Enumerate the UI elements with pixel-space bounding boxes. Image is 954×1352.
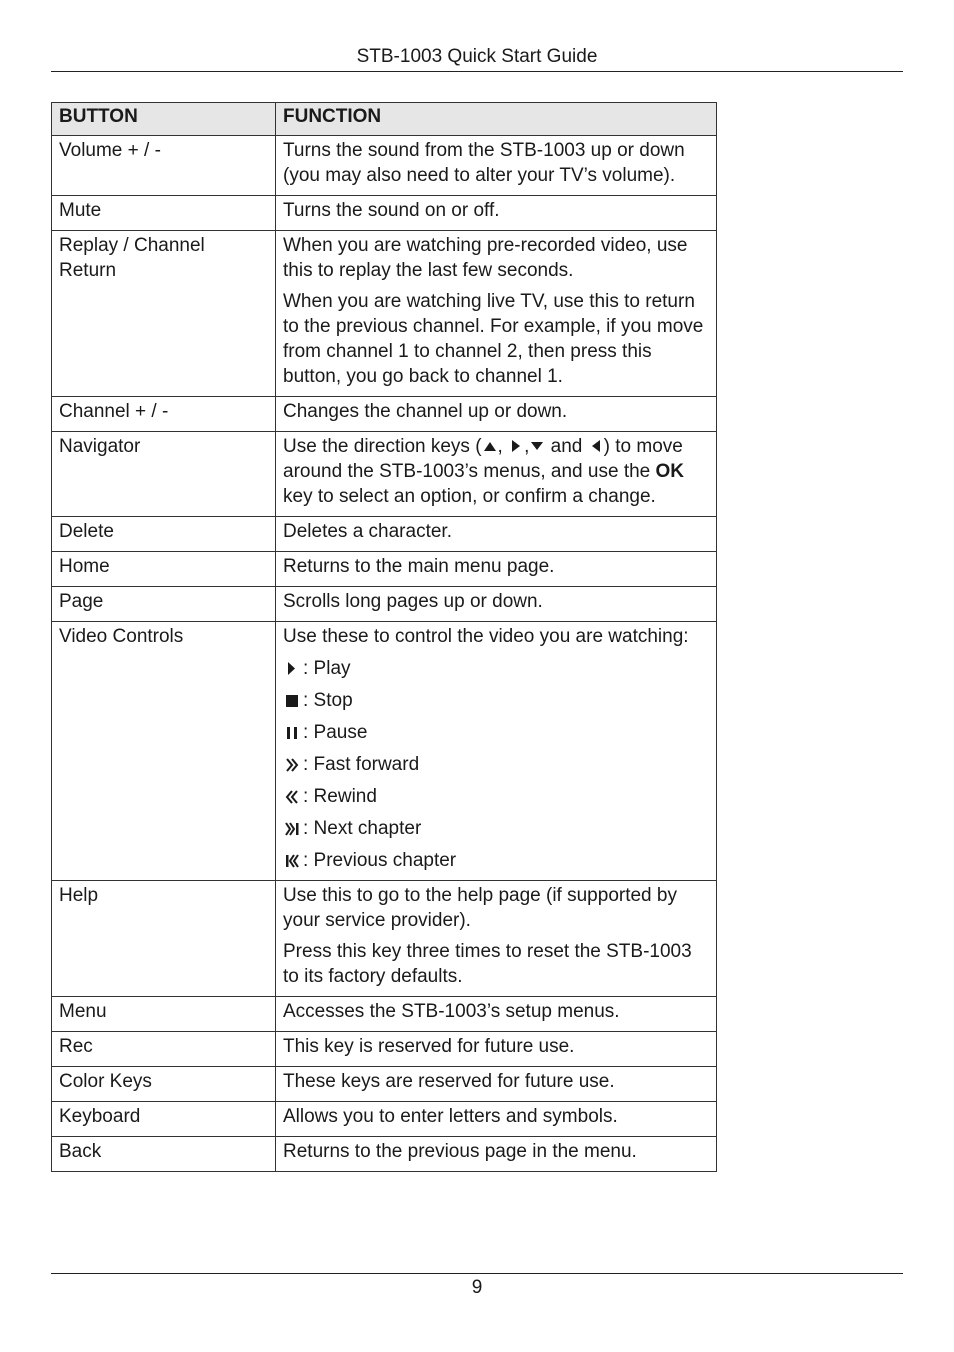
function-cell: [276, 517, 717, 552]
button-cell: Mute: [52, 196, 276, 231]
function-text: This key is reserved for future use.: [283, 1036, 575, 1057]
function-text: When you are watching pre-recorded video, use this to replay the last few seconds.: [283, 235, 688, 281]
button-cell: Channel + / -: [52, 397, 276, 432]
button-cell: Menu: [52, 997, 276, 1032]
video-control-item: [283, 656, 710, 681]
previous-chapter-icon: [283, 852, 303, 868]
function-text: Accesses the STB-1003’s setup menus.: [283, 1001, 620, 1022]
function-text: These keys are reserved for future use.: [283, 1071, 615, 1092]
table-row: [52, 622, 717, 881]
table-row: [52, 997, 717, 1032]
function-cell: [276, 1102, 717, 1137]
video-control-label: : Previous chapter: [303, 850, 457, 871]
video-control-label: : Rewind: [303, 786, 377, 807]
down-arrow-icon: [529, 439, 545, 453]
video-control-item: [283, 784, 710, 809]
function-text: Returns to the main menu page.: [283, 556, 555, 577]
page-header-title: STB-1003 Quick Start Guide: [356, 46, 598, 67]
video-control-label: : Next chapter: [303, 818, 422, 839]
button-cell: Delete: [52, 517, 276, 552]
table-row: [52, 1102, 717, 1137]
navigator-function-text: [283, 434, 710, 509]
function-cell: [276, 136, 717, 196]
footer-rule: [51, 1273, 903, 1274]
table-header-row: [52, 103, 717, 136]
function-cell: [276, 1137, 717, 1172]
function-cell: [276, 622, 717, 881]
table-row: [52, 587, 717, 622]
table-row: [52, 136, 717, 196]
text-segment: ,: [524, 436, 530, 457]
video-control-item: [283, 816, 710, 841]
table-row: [52, 231, 717, 397]
next-chapter-icon: [283, 820, 303, 836]
fast-forward-icon: [283, 756, 303, 772]
table-row: [52, 881, 717, 997]
video-control-label: : Fast forward: [303, 754, 420, 775]
function-text: Allows you to enter letters and symbols.: [283, 1106, 618, 1127]
header-rule: [51, 71, 903, 72]
video-control-label: : Stop: [303, 690, 353, 711]
button-cell: Video Controls: [52, 622, 276, 881]
button-cell: Home: [52, 552, 276, 587]
function-text: Changes the channel up or down.: [283, 401, 568, 422]
table-row: [52, 1137, 717, 1172]
video-control-label: : Play: [303, 658, 351, 679]
video-control-label: : Pause: [303, 722, 368, 743]
stop-icon: [283, 692, 303, 708]
ok-key-label: OK: [655, 461, 685, 482]
button-cell: Color Keys: [52, 1067, 276, 1102]
button-cell: Navigator: [52, 432, 276, 517]
button-cell: Replay / Channel Return: [52, 231, 276, 397]
video-control-item: [283, 752, 710, 777]
play-icon: [283, 660, 303, 676]
function-cell: [276, 1067, 717, 1102]
video-controls-intro: Use these to control the video you are watching:: [283, 626, 689, 647]
table-row: [52, 1067, 717, 1102]
text-segment: key to select an option, or confirm a change.: [283, 486, 656, 507]
right-arrow-icon: [508, 439, 524, 453]
function-cell: [276, 397, 717, 432]
table-row: [52, 432, 717, 517]
function-cell: [276, 881, 717, 997]
function-text: Turns the sound on or off.: [283, 200, 500, 221]
column-header-function: FUNCTION: [276, 103, 717, 136]
column-header-button: BUTTON: [52, 103, 276, 136]
rewind-icon: [283, 788, 303, 804]
button-cell: Rec: [52, 1032, 276, 1067]
video-control-item: [283, 720, 710, 745]
function-cell: [276, 997, 717, 1032]
text-segment: and: [550, 436, 583, 457]
table-row: [52, 517, 717, 552]
function-text: Use this to go to the help page (if supported by your service provider).: [283, 885, 677, 931]
page-number: 9: [471, 1277, 483, 1298]
button-cell: Volume + / -: [52, 136, 276, 196]
table-row: [52, 397, 717, 432]
function-text: Turns the sound from the STB-1003 up or down (you may also need to alter your TV’s volume).: [283, 140, 685, 186]
table-row: [52, 1032, 717, 1067]
function-text: When you are watching live TV, use this to return to the previous channel. For example, if you move from channel 1 to channel 2, then press this button, you go back to channel 1.: [283, 291, 704, 387]
left-arrow-icon: [588, 439, 604, 453]
button-function-table: [51, 102, 717, 1172]
text-segment: ,: [497, 436, 503, 457]
video-control-item: [283, 848, 710, 873]
button-cell: Help: [52, 881, 276, 997]
table-row: [52, 552, 717, 587]
video-control-item: [283, 688, 710, 713]
function-cell: [276, 196, 717, 231]
button-cell: Back: [52, 1137, 276, 1172]
text-segment: ) to move around the STB-1003’s menus, and use the: [283, 436, 683, 482]
function-cell: [276, 231, 717, 397]
button-cell: Keyboard: [52, 1102, 276, 1137]
function-text: Returns to the previous page in the menu.: [283, 1141, 637, 1162]
text-segment: Use the direction keys (: [283, 436, 482, 457]
pause-icon: [283, 724, 303, 740]
up-arrow-icon: [482, 439, 498, 453]
function-text: Press this key three times to reset the STB-1003 to its factory defaults.: [283, 941, 692, 987]
function-text: Scrolls long pages up or down.: [283, 591, 543, 612]
function-cell: [276, 1032, 717, 1067]
function-text: Deletes a character.: [283, 521, 452, 542]
function-cell: [276, 432, 717, 517]
function-cell: [276, 587, 717, 622]
button-cell: Page: [52, 587, 276, 622]
table-row: [52, 196, 717, 231]
function-cell: [276, 552, 717, 587]
